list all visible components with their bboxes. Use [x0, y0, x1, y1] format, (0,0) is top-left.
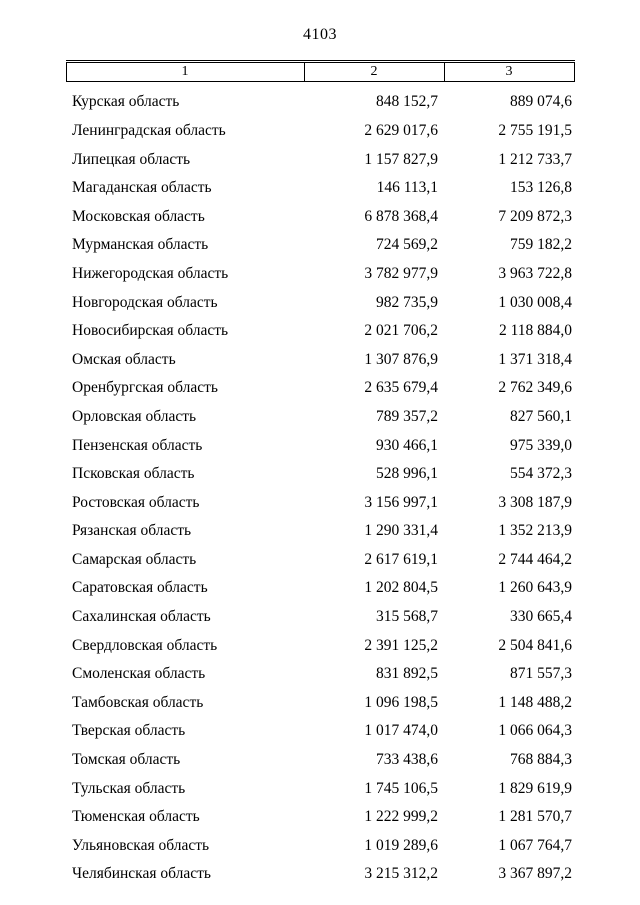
- table-row: [66, 860, 574, 889]
- region-name-cell: Курская область: [72, 93, 180, 111]
- region-name-cell: Сахалинская область: [72, 608, 211, 626]
- value-col3-cell: 1 030 008,4: [498, 293, 572, 311]
- table-row: [66, 660, 574, 689]
- table-row: [66, 82, 574, 117]
- value-col3-cell: 7 209 872,3: [498, 207, 572, 225]
- region-name-cell: Смоленская область: [72, 665, 206, 683]
- region-name-cell: Новгородская область: [72, 293, 218, 311]
- value-col3-cell: 2 744 464,2: [498, 550, 572, 568]
- region-name-cell: Орловская область: [72, 407, 197, 425]
- header-col-1: 1: [66, 62, 304, 82]
- value-col3-cell: 768 884,3: [510, 751, 572, 769]
- value-col3-cell: 1 371 318,4: [498, 350, 572, 368]
- region-name-cell: Ленинградская область: [72, 121, 226, 139]
- value-col2-cell: 1 202 804,5: [364, 579, 438, 597]
- value-col3-cell: 554 372,3: [510, 465, 572, 483]
- value-col3-cell: 3 963 722,8: [498, 264, 572, 282]
- table-header-row: [66, 62, 574, 82]
- table-row: [66, 431, 574, 460]
- table-row: [66, 403, 574, 432]
- table-row: [66, 631, 574, 660]
- region-name-cell: Саратовская область: [72, 579, 208, 597]
- table-row: [66, 288, 574, 317]
- region-name-cell: Липецкая область: [72, 150, 191, 168]
- value-col2-cell: 1 096 198,5: [364, 693, 438, 711]
- value-col2-cell: 1 017 474,0: [364, 722, 438, 740]
- value-col2-cell: 982 735,9: [376, 293, 438, 311]
- value-col3-cell: 2 504 841,6: [498, 636, 572, 654]
- value-col3-cell: 1 212 733,7: [498, 150, 572, 168]
- value-col3-cell: 1 066 064,3: [498, 722, 572, 740]
- value-col3-cell: 3 367 897,2: [498, 865, 572, 883]
- table-row: [66, 803, 574, 832]
- region-name-cell: Омская область: [72, 350, 176, 368]
- value-col2-cell: 831 892,5: [376, 665, 438, 683]
- region-name-cell: Челябинская область: [72, 865, 211, 883]
- value-col3-cell: 871 557,3: [510, 665, 572, 683]
- value-col3-cell: 1 352 213,9: [498, 522, 572, 540]
- table-row: [66, 603, 574, 632]
- value-col3-cell: 2 118 884,0: [498, 322, 572, 340]
- value-col2-cell: 2 635 679,4: [364, 379, 438, 397]
- value-col2-cell: 1 745 106,5: [364, 779, 438, 797]
- region-name-cell: Мурманская область: [72, 236, 209, 254]
- table-row: [66, 345, 574, 374]
- table-row: [66, 231, 574, 260]
- region-name-cell: Ростовская область: [72, 493, 200, 511]
- table-row: [66, 517, 574, 546]
- value-col2-cell: 2 617 619,1: [364, 550, 438, 568]
- region-name-cell: Тверская область: [72, 722, 186, 740]
- region-name-cell: Свердловская область: [72, 636, 218, 654]
- value-col3-cell: 330 665,4: [510, 608, 572, 626]
- value-col2-cell: 146 113,1: [376, 179, 438, 197]
- region-name-cell: Псковская область: [72, 465, 195, 483]
- region-name-cell: Магаданская область: [72, 179, 212, 197]
- value-col2-cell: 2 629 017,6: [364, 121, 438, 139]
- value-col2-cell: 1 019 289,6: [364, 836, 438, 854]
- region-name-cell: Тамбовская область: [72, 693, 204, 711]
- value-col2-cell: 848 152,7: [376, 93, 438, 111]
- table-row: [66, 202, 574, 231]
- table-row: [66, 774, 574, 803]
- value-col3-cell: 827 560,1: [510, 407, 572, 425]
- region-name-cell: Ульяновская область: [72, 836, 210, 854]
- value-col2-cell: 2 391 125,2: [364, 636, 438, 654]
- value-col3-cell: 759 182,2: [510, 236, 572, 254]
- value-col2-cell: 789 357,2: [376, 407, 438, 425]
- header-col-3: 3: [444, 62, 574, 82]
- table-row: [66, 574, 574, 603]
- value-col3-cell: 889 074,6: [510, 93, 572, 111]
- value-col3-cell: 1 260 643,9: [498, 579, 572, 597]
- table-row: [66, 260, 574, 289]
- table-row: [66, 717, 574, 746]
- region-name-cell: Самарская область: [72, 550, 197, 568]
- value-col2-cell: 3 215 312,2: [364, 865, 438, 883]
- value-col2-cell: 6 878 368,4: [364, 207, 438, 225]
- region-name-cell: Нижегородская область: [72, 264, 229, 282]
- value-col2-cell: 2 021 706,2: [364, 322, 438, 340]
- value-col3-cell: 1 067 764,7: [498, 836, 572, 854]
- value-col2-cell: 724 569,2: [376, 236, 438, 254]
- region-name-cell: Тульская область: [72, 779, 186, 797]
- table-row: [66, 174, 574, 203]
- region-name-cell: Новосибирская область: [72, 322, 229, 340]
- region-name-cell: Московская область: [72, 207, 205, 225]
- table-row: [66, 546, 574, 575]
- value-col3-cell: 1 281 570,7: [498, 808, 572, 826]
- table-row: [66, 688, 574, 717]
- value-col3-cell: 1 829 619,9: [498, 779, 572, 797]
- region-name-cell: Тюменская область: [72, 808, 200, 826]
- region-name-cell: Пензенская область: [72, 436, 203, 454]
- table-row: [66, 746, 574, 775]
- value-col3-cell: 2 762 349,6: [498, 379, 572, 397]
- value-col2-cell: 3 782 977,9: [364, 264, 438, 282]
- value-col2-cell: 315 568,7: [376, 608, 438, 626]
- value-col2-cell: 733 438,6: [376, 751, 438, 769]
- value-col3-cell: 2 755 191,5: [498, 121, 572, 139]
- table-row: [66, 117, 574, 146]
- table-row: [66, 374, 574, 403]
- value-col2-cell: 1 222 999,2: [364, 808, 438, 826]
- value-col2-cell: 1 157 827,9: [364, 150, 438, 168]
- table-row: [66, 831, 574, 860]
- value-col2-cell: 930 466,1: [376, 436, 438, 454]
- table-row: [66, 460, 574, 489]
- table-row: [66, 145, 574, 174]
- value-col3-cell: 3 308 187,9: [498, 493, 572, 511]
- value-col3-cell: 1 148 488,2: [498, 693, 572, 711]
- regions-table: [66, 60, 575, 889]
- page-number: 4103: [303, 26, 337, 43]
- region-name-cell: Томская область: [72, 751, 181, 769]
- header-col-2: 2: [304, 62, 444, 82]
- value-col2-cell: 1 307 876,9: [364, 350, 438, 368]
- region-name-cell: Рязанская область: [72, 522, 192, 540]
- value-col2-cell: 1 290 331,4: [364, 522, 438, 540]
- value-col2-cell: 528 996,1: [376, 465, 438, 483]
- table-row: [66, 488, 574, 517]
- value-col3-cell: 153 126,8: [510, 179, 572, 197]
- table-row: [66, 317, 574, 346]
- value-col2-cell: 3 156 997,1: [364, 493, 438, 511]
- region-name-cell: Оренбургская область: [72, 379, 218, 397]
- value-col3-cell: 975 339,0: [510, 436, 572, 454]
